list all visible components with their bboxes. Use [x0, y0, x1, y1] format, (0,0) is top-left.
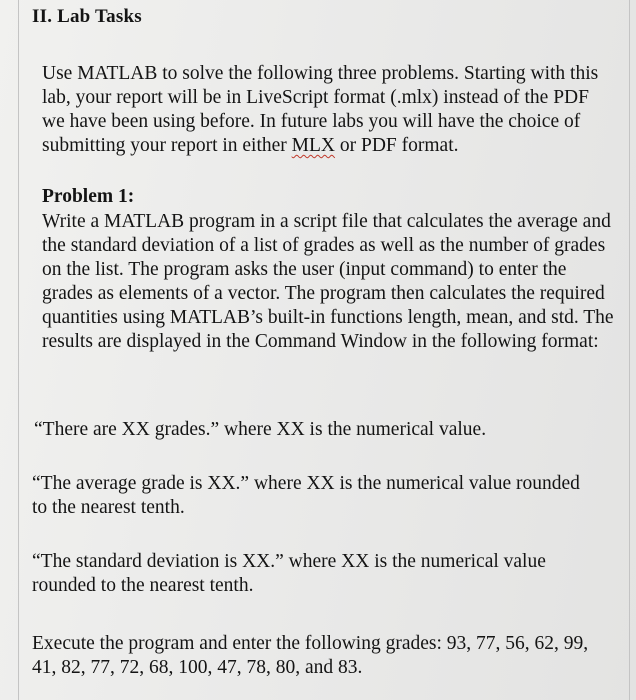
intro-text-end: or PDF format.	[335, 135, 459, 156]
problem-1-body: Write a MATLAB program in a script file that calculates the average and the standard deviation of a list of grades as well as the number of grades on the list. The program asks the user (input command) to enter the grades as elements of a vector. The program then calculates the required quantities using MATLAB’s built-in functions length, mean, and std. The results are displayed in the Command Window in the following format:	[42, 211, 614, 352]
output-format-std: “The standard deviation is XX.” where XX is the numerical value rounded to the nearest tenth.	[32, 551, 546, 596]
problem-1-title: Problem 1:	[42, 186, 135, 207]
section-heading: II. Lab Tasks	[32, 6, 142, 27]
intro-text-start: Use MATLAB to solve the following three problems. Starting with this lab, your report will be in LiveScript format (.mlx) instead of the PDF we have been using before. In future labs you will have the choice of submitting your report in either	[42, 63, 599, 156]
output-format-average: “The average grade is XX.” where XX is the numerical value rounded to the nearest tenth.	[32, 473, 580, 518]
intro-paragraph	[42, 62, 612, 158]
execute-instructions: Execute the program and enter the following grades: 93, 77, 56, 62, 99, 41, 82, 77, 72, 68, 100, 47, 78, 80, and 83.	[32, 633, 589, 678]
mlx-misspelled-word: MLX	[291, 135, 336, 156]
page-border-right	[629, 0, 630, 700]
page-border-left	[18, 0, 19, 700]
output-format-count: “There are XX grades.” where XX is the numerical value.	[34, 419, 487, 440]
